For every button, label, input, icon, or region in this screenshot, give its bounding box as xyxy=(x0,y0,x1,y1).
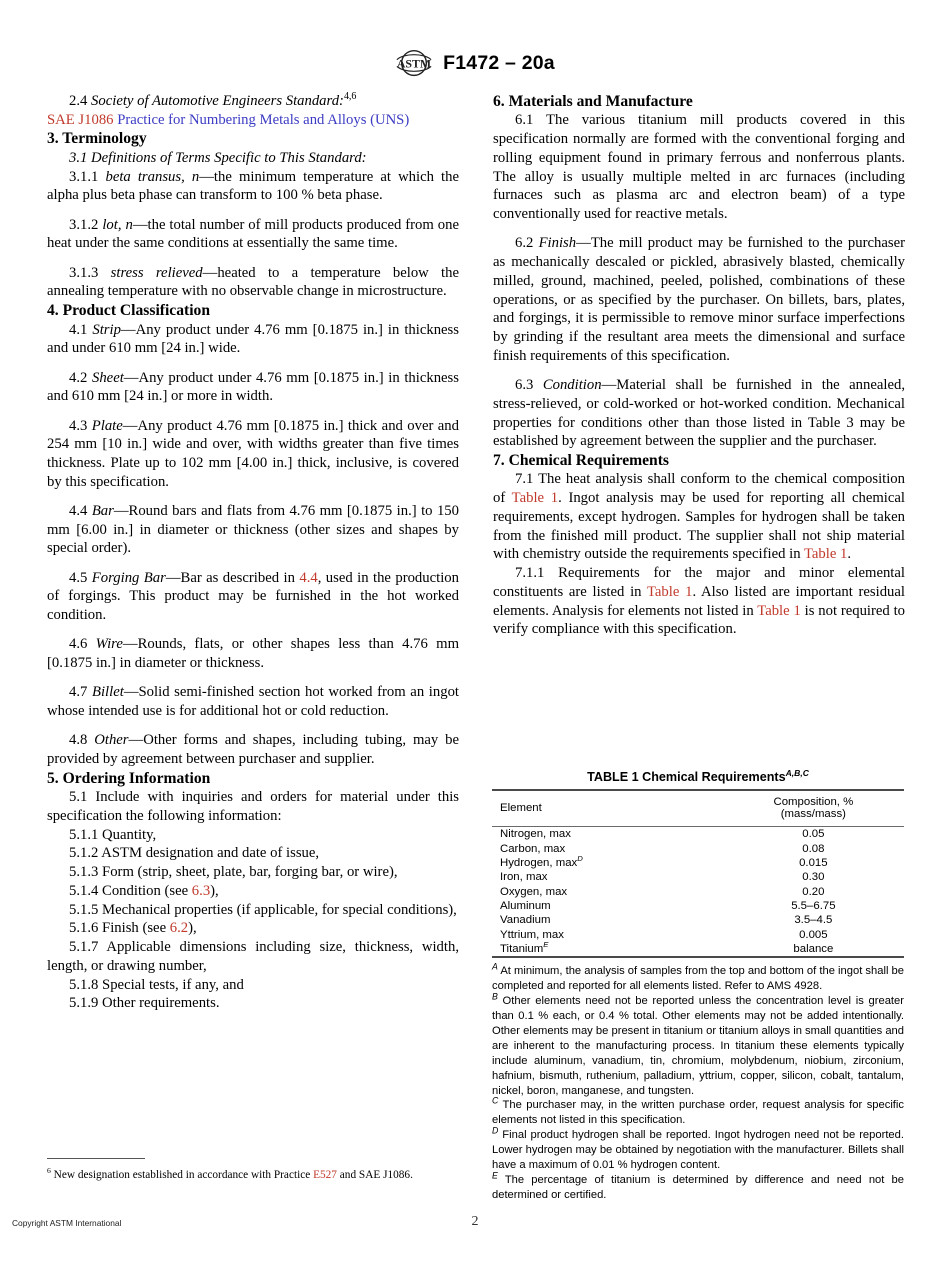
table-row xyxy=(492,885,904,899)
table-1-title xyxy=(492,767,904,784)
table-row xyxy=(492,913,904,927)
term-strip: Strip xyxy=(92,321,121,338)
paragraph-4-8 xyxy=(47,731,459,768)
table-cell-value: 5.5–6.75 xyxy=(791,900,836,913)
paragraph-3-1 xyxy=(47,149,459,168)
clause-number-6-2: 6.2 xyxy=(515,235,534,252)
heading-3-terminology: 3. Terminology xyxy=(47,130,147,148)
definition-stress-relieved: —heated to a temperature below the annealing temperature with no observable change in microstructure. xyxy=(47,264,460,300)
sae-ref-title[interactable]: Practice for Numbering Metals and Alloys (UNS) xyxy=(117,111,410,128)
footnote-6-text-b: and SAE J1086. xyxy=(336,1169,413,1181)
clause-number-4-3: 4.3 xyxy=(69,417,88,434)
paragraph-5-1-4-text-b: ), xyxy=(210,882,219,899)
heading-4-product-classification: 4. Product Classification xyxy=(47,302,211,320)
table-cell-value: 3.5–4.5 xyxy=(794,914,833,927)
clause-number-4-1: 4.1 xyxy=(69,321,88,338)
clause-number-6-3: 6.3 xyxy=(515,377,534,394)
term-forging-bar: Forging Bar xyxy=(91,569,166,586)
table-footnote-a xyxy=(492,961,904,994)
paragraph-4-6 xyxy=(47,635,459,672)
paragraph-6-1: 6.1 The various titanium mill products covered in this specification normally are formed with the conventional forging and rolling equipment found in primary ferrous and nonferrous plants. The alloy is usually multiple melted in arc furnaces (including furnaces such as plasma arc and electron beam) of a type conventionally used for reactive metals. xyxy=(493,112,905,223)
paragraph-2-4 xyxy=(47,92,459,111)
paragraph-5-1-3: 5.1.3 Form (strip, sheet, plate, bar, forging bar, or wire), xyxy=(69,864,398,881)
term-lot: lot, n xyxy=(102,216,133,233)
cross-reference-6-3[interactable]: 6.3 xyxy=(191,882,211,899)
clause-number-4-5: 4.5 xyxy=(69,569,88,586)
paragraph-5-1-6-text-a: 5.1.6 Finish (see xyxy=(69,920,170,937)
paragraph-5-1-1: 5.1.1 Quantity, xyxy=(69,826,157,843)
cross-reference-table-1-c[interactable]: Table 1 xyxy=(646,583,693,600)
paragraph-4-1 xyxy=(47,321,459,358)
clause-number-4-7: 4.7 xyxy=(69,684,88,701)
paragraph-4-4 xyxy=(47,502,459,558)
table-cell-element xyxy=(492,856,723,870)
table-row xyxy=(492,827,904,842)
table-footnote-text-e: The percentage of titanium is determined by difference and need not be determined or certified. xyxy=(492,1173,904,1201)
table-footnote-marker-e: E xyxy=(492,1170,498,1181)
table-cell-element xyxy=(492,841,723,855)
table-cell-value: 0.005 xyxy=(799,928,828,941)
table-row xyxy=(492,928,904,942)
paragraph-3-1-2 xyxy=(47,216,459,253)
table-row xyxy=(492,942,904,957)
element-footnote-marker: E xyxy=(543,940,549,950)
table-footnote-marker-d: D xyxy=(492,1125,499,1136)
heading-5-ordering-information: 5. Ordering Information xyxy=(47,769,211,787)
table-cell-value: 0.05 xyxy=(723,827,904,842)
paragraph-5-1: 5.1 Include with inquiries and orders for material under this specification the following information: xyxy=(47,789,459,824)
paragraph-5-1-9: 5.1.9 Other requirements. xyxy=(69,995,220,1012)
table-cell-value: 0.08 xyxy=(802,842,825,855)
clause-number-2-4: 2.4 xyxy=(69,93,88,109)
table-cell-value: 0.015 xyxy=(799,856,828,869)
astm-logo-icon xyxy=(395,48,433,78)
definition-sheet: —Any product under 4.76 mm [0.1875 in.] in thickness and 610 mm [24 in.] or more in width. xyxy=(47,369,459,405)
paragraph-4-5 xyxy=(47,569,459,625)
paragraph-6-3 xyxy=(493,376,905,451)
sae-ref-code[interactable]: SAE J1086 xyxy=(47,111,114,128)
footnote-marker-6: 6 xyxy=(47,1166,51,1176)
definition-forging-bar-b: , used in the production of forgings. This product may be furnished in the hot worked condition. xyxy=(47,569,459,624)
cross-reference-e527[interactable]: E527 xyxy=(313,1169,337,1181)
definition-lot: —the total number of mill products produced from one heat under the same conditions at essentially the same time. xyxy=(47,216,459,252)
clause-number-4-4: 4.4 xyxy=(69,502,88,519)
footnote-separator-rule xyxy=(47,1158,145,1159)
paragraph-5-1-2: 5.1.2 ASTM designation and date of issue, xyxy=(69,845,320,862)
table-cell-element xyxy=(492,913,723,927)
term-beta-transus: beta transus, n xyxy=(105,168,200,185)
table-header-composition xyxy=(723,790,904,827)
paragraph-7-1-text-c: . xyxy=(847,546,852,563)
page-footer xyxy=(0,1214,950,1248)
table-1-title-footnote-markers: A,B,C xyxy=(785,767,809,778)
right-column xyxy=(493,92,905,639)
element-footnote-marker: D xyxy=(577,854,583,864)
cross-reference-table-1-a[interactable]: Table 1 xyxy=(511,490,559,507)
definition-finish: —The mill product may be furnished to the purchaser as mechanically descaled or pickled, abrasively blasted, chemically milled, ground, machined, peeled, polished, combinations of these operations, or as specified by the purchaser. On billets, bars, plates, and forgings, it is permissible to remove minor surface imperfections by grinding if the resultant area meets the dimensional and surface finish requirements of this specification. xyxy=(493,235,905,364)
clause-title-2-4: Society of Automotive Engineers Standard: xyxy=(91,93,344,109)
paragraph-6-2 xyxy=(493,234,905,365)
paragraph-5-1-4-text-a: 5.1.4 Condition (see xyxy=(69,882,192,899)
element-name: Carbon, max xyxy=(500,842,566,855)
left-column xyxy=(47,92,459,1013)
clause-3-1-text: 3.1 Definitions of Terms Specific to This Standard: xyxy=(69,149,367,166)
heading-6-materials-and-manufacture: 6. Materials and Manufacture xyxy=(493,93,693,110)
table-footnote-marker-c: C xyxy=(492,1095,499,1106)
table-header-row xyxy=(492,790,904,827)
paragraph-7-1 xyxy=(493,470,905,564)
paragraph-7-1-1 xyxy=(493,564,905,639)
reference-sae-j1086[interactable] xyxy=(47,111,459,130)
svg-text:ASTM: ASTM xyxy=(397,56,432,71)
definition-beta-transus: —the minimum temperature at which the alpha plus beta phase can transform to 100 % beta phase. xyxy=(47,168,459,204)
element-name: Aluminum xyxy=(500,900,551,913)
paragraph-3-1-1 xyxy=(47,168,459,205)
table-footnote-marker-b: B xyxy=(492,991,498,1002)
paragraph-5-1-4 xyxy=(47,882,459,901)
table-footnote-e xyxy=(492,1170,904,1203)
paragraph-7-1-text-a: 7.1 The heat analysis shall conform to the chemical composition of xyxy=(493,471,905,507)
footnote-6-text-a: New designation established in accordance with Practice xyxy=(50,1169,314,1181)
term-sheet: Sheet xyxy=(91,369,124,386)
definition-bar: —Round bars and flats from 4.76 mm [0.1875 in.] to 150 mm [6.00 in.] in diameter or thickness (other sizes and shapes by special order). xyxy=(47,502,459,557)
cross-reference-4-4[interactable]: 4.4 xyxy=(299,569,318,586)
clause-number-4-2: 4.2 xyxy=(69,369,88,386)
definition-forging-bar-a: —Bar as described in xyxy=(165,569,300,586)
element-name: Oxygen, max xyxy=(500,885,568,898)
clause-number-3-1-3: 3.1.3 xyxy=(69,264,99,281)
paragraph-7-1-1-text-b: . Also listed are important residual elements. Analysis for elements not listed in xyxy=(493,583,905,619)
element-name: Yttrium, max xyxy=(500,928,564,941)
table-row xyxy=(492,899,904,913)
term-finish: Finish xyxy=(538,235,577,252)
table-row xyxy=(492,841,904,855)
paragraph-5-1-8: 5.1.8 Special tests, if any, and xyxy=(69,976,244,993)
term-other: Other xyxy=(94,732,129,749)
term-condition: Condition xyxy=(542,377,602,394)
table-row xyxy=(492,870,904,884)
table-cell-element xyxy=(492,928,723,942)
paragraph-4-2 xyxy=(47,369,459,406)
table-footnote-text-a: At minimum, the analysis of samples from the top and bottom of the ingot shall be completed and reported for all elements listed. Refer to AMS 4928. xyxy=(492,965,904,993)
element-name: Vanadium xyxy=(500,914,551,927)
table-1-body xyxy=(492,827,904,958)
cross-reference-table-1-b[interactable]: Table 1 xyxy=(803,546,848,563)
paragraph-5-1-5: 5.1.5 Mechanical properties (if applicable, for special conditions), xyxy=(69,901,457,918)
definition-plate: —Any product 4.76 mm [0.1875 in.] thick and over and 254 mm [10 in.] wide and over, with widths greater than five times thickness. Plate up to 102 mm [4.00 in.] thick, inclusive, is covered by this specification. xyxy=(47,417,459,490)
definition-condition: —Material shall be furnished in the annealed, stress-relieved, or cold-worked or hot-worked condition. Mechanical properties for conditions other than those listed in Table 3 may be established by agreement between the supplier and the purchaser. xyxy=(493,377,905,450)
table-header-composition-line2: (mass/mass) xyxy=(780,808,846,820)
cross-reference-table-1-d[interactable]: Table 1 xyxy=(757,602,801,619)
table-cell-element xyxy=(492,870,723,884)
page-header xyxy=(0,48,950,83)
clause-number-3-1-1: 3.1.1 xyxy=(69,168,99,185)
element-name: Hydrogen, max xyxy=(500,856,578,869)
paragraph-4-7 xyxy=(47,683,459,720)
table-1-title-text: TABLE 1 Chemical Requirements xyxy=(587,770,786,784)
table-footnote-text-d: Final product hydrogen shall be reported. Ingot hydrogen need not be reported. Lower hydrogen may be obtained by negotiation with the manufacturer. Billets shall have a maximum of 0.01 % hydrogen content. xyxy=(492,1129,904,1171)
paragraph-5-1-6 xyxy=(47,919,459,938)
term-plate: Plate xyxy=(91,417,123,434)
page-number: 2 xyxy=(471,1214,479,1229)
table-footnote-d xyxy=(492,1125,904,1173)
table-footnote-marker-a: A xyxy=(492,961,498,972)
paragraph-7-1-text-b: . Ingot analysis may be used for reporting all chemical requirements, except hydrogen. Samples for hydrogen shall be taken from the finished mill product. The supplier shall not ship material with chemistry outside the requirements specified in xyxy=(493,490,905,563)
table-footnote-text-b: Other elements need not be reported unless the concentration level is greater than 0.1 % each, or 0.4 % total. Other elements may not be added intentionally. Other elements may be present in titanium or titanium alloys in small quantities and are inherent to the manufacturing process. In titanium these elements typically include aluminum, vanadium, tin, chromium, molybdenum, niobium, zirconium, hafnium, bismuth, ruthenium, palladium, yttrium, copper, silicon, cobalt, tantalum, nickel, boron, manganese, and tungsten. xyxy=(492,995,904,1097)
definition-wire: —Rounds, flats, or other shapes less than 4.76 mm [0.1875 in.] in diameter or thickness. xyxy=(47,636,459,672)
table-1-chemical-requirements xyxy=(492,789,904,958)
table-footnote-b xyxy=(492,991,904,1098)
paragraph-4-3 xyxy=(47,417,459,492)
footnote-6 xyxy=(47,1168,459,1183)
paragraph-3-1-3 xyxy=(47,264,459,301)
table-row xyxy=(492,856,904,870)
element-name: Titanium xyxy=(500,943,544,956)
table-cell-element xyxy=(492,899,723,913)
footnote-block xyxy=(47,1158,459,1183)
element-name: Nitrogen, max xyxy=(500,828,571,841)
table-1-footnotes xyxy=(492,961,904,1202)
paragraph-7-1-1-text-c: is not required to verify compliance with this specification. xyxy=(493,602,906,638)
definition-strip: —Any product under 4.76 mm [0.1875 in.] in thickness and under 610 mm [24 in.] wide. xyxy=(47,321,459,357)
paragraph-5-1-7: 5.1.7 Applicable dimensions including size, thickness, width, length, or drawing number, xyxy=(47,939,459,974)
table-header-composition-line1: Composition, % xyxy=(773,796,854,808)
table-cell-value: 0.30 xyxy=(802,871,825,884)
term-stress-relieved: stress relieved xyxy=(110,264,203,281)
term-billet: Billet xyxy=(92,684,124,701)
clause-number-3-1-2: 3.1.2 xyxy=(69,216,99,233)
term-bar: Bar xyxy=(91,502,114,519)
table-1-container xyxy=(492,767,904,1203)
copyright-notice: Copyright ASTM International xyxy=(12,1218,122,1228)
heading-7-chemical-requirements: 7. Chemical Requirements xyxy=(493,451,669,469)
table-cell-value: 0.20 xyxy=(802,885,825,898)
table-footnote-c xyxy=(492,1095,904,1128)
element-name: Iron, max xyxy=(500,871,548,884)
clause-number-4-8: 4.8 xyxy=(69,732,88,749)
table-cell-element xyxy=(492,942,723,957)
clause-number-4-6: 4.6 xyxy=(69,636,88,653)
table-cell-element xyxy=(492,885,723,899)
cross-reference-6-2[interactable]: 6.2 xyxy=(169,920,189,937)
paragraph-5-1-6-text-b: ), xyxy=(188,920,197,937)
table-footnote-text-c: The purchaser may, in the written purchase order, request analysis for specific elements not listed in this specification. xyxy=(492,1099,904,1127)
paragraph-7-1-1-text-a: 7.1.1 Requirements for the major and minor elemental constituents are listed in xyxy=(493,565,905,600)
definition-billet: —Solid semi-finished section hot worked from an ingot whose intended use is for additional hot or cold reduction. xyxy=(47,684,459,720)
table-1-head xyxy=(492,790,904,827)
term-wire: Wire xyxy=(95,636,123,653)
table-cell-value: balance xyxy=(723,942,904,957)
table-cell-element xyxy=(492,827,723,842)
document-designation: F1472 – 20a xyxy=(443,51,555,74)
footnote-marker-4-6: 4,6 xyxy=(343,91,357,103)
table-header-element: Element xyxy=(492,790,723,827)
definition-other: —Other forms and shapes, including tubing, may be provided by agreement between purchaser and supplier. xyxy=(47,732,459,768)
